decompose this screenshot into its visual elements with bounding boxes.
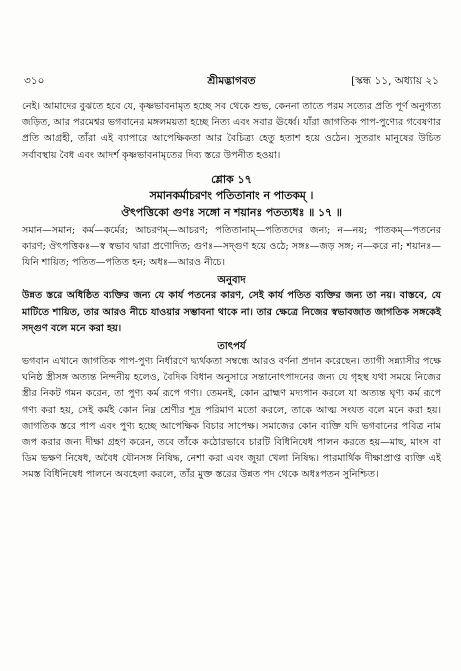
chapter-reference: [স্কন্ধ ১১, অধ্যায় ২১: [351, 75, 439, 87]
translation-heading: অনুবাদ: [217, 275, 246, 287]
intro-paragraph: নেই। আমাদের বুঝতে হবে যে, কৃষ্ণভাবনামৃত হচ্ছে সব থেকে শুভ, কেননা তাতে পরম সত্যের প্রতি পূর্ণ অনুগত্য জড়িত, আর পরমেশ্বর ভগবানের মঙ্গলময়তা হচ্ছে নিত্য এবং সবার ঊর্ধ্বে। যাঁরা জাগতিক পাপ-পুণ্যের গবেষণার প্রতি আগ্রহী, তাঁরা এই ব্যাপারে আপেক্ষিকতা আর বৈচিত্র্য হেতু হতাশ হয়ে ওঠেন। সুতরাং মানুষের উচিত সর্বাবস্থায় বৈধ এবং আদর্শ কৃষ্ণভাবনামৃতের দিব্য স্তরে উপনীত হওয়া।: [22, 101, 441, 161]
verse-line-1: সমানকর্মাচরণং পতিতানাং ন পাতকম্ ।: [149, 188, 314, 202]
verse-line-2: ঔৎপত্তিকো গুণঃ সঙ্গো ন শয়ানঃ পতত্যধঃ ॥ ১৭ ॥: [121, 205, 342, 219]
purport-heading: তাৎপর্য: [217, 341, 246, 353]
shloka-heading: শ্লোক ১৭: [211, 172, 252, 186]
page-body: [22, 99, 441, 484]
synonyms-paragraph: সমান—সমান; কর্ম—কর্মের; আচরণম্—আচরণ; পতিতানাম্—পতিতদের জন্য; ন—নয়; পাতকম্—পতনের কারণ; ঔৎপত্তিকঃ—স্ব স্বভাব দ্বারা প্রণোদিত; গুণঃ—সদ্গুণ হয়ে ওঠে; সঙ্গঃ—জড় সঙ্গ; ন—করে না; শয়ানঃ—যিনি শায়িত; পতিত—পতিত হন; অধঃ—আরও নীচে।: [22, 224, 441, 269]
purport-paragraph: ভগবান এখানে জাগতিক পাপ-পুণ্য নির্ধারণে দ্ব্যর্থকতা সম্বন্ধে আরও বর্ণনা প্রদান করেছেন। ত্যাগী সন্ন্যাসীর পক্ষে ঘনিষ্ঠ স্ত্রীসঙ্গ অত্যন্ত নিন্দনীয় হলেও, বৈদিক বিধান অনুসারে সন্তানোৎপাদনের জন্য যে গৃহস্থ যথা সময়ে নিজের স্ত্রীর নিকট গমন করেন, তা পুণ্য কর্ম রূপে গণ্য। তেমনই, কোন ব্রাহ্মণ মদ্যপান করলে যা অত্যন্ত ঘৃণ্য কর্ম রূপে গণ্য করা হয়, সেই কর্মই কোন নিম্ন শ্রেণীর শূদ্র পরিমাণ মতো করলে, তাকে আত্ম সংযত বলে মনে করা হয়। জাগতিক স্তরে পাপ এবং পুণ্য হচ্ছে আপেক্ষিক বিচার সাপেক্ষ। সমাজের কোন ব্যক্তি যদি ভগবানের পবিত্র নাম জপ করার জন্য দীক্ষা গ্রহণ করেন, তবে তাঁকে কঠোরভাবে চারটি বিধিনিষেধ পালন করতে হয়—মাছ, মাংস বা ডিম ভক্ষণ নিষেধ, অবৈধ যৌনসঙ্গ নিষিদ্ধ, নেশা করা এবং জুয়া খেলা নিষিদ্ধ। পারমার্থিক দীক্ষাপ্রাপ্ত ব্যক্তি এই সমস্ত বিধিনিষেধ পালনে অবহেলা করলে, তাঁর মুক্ত স্তরের উন্নত পদ থেকে অধঃপতন সুনিশ্চিত।: [22, 356, 441, 481]
book-title: শ্রীমদ্ভাগবত: [207, 75, 256, 87]
page-header: [24, 74, 439, 90]
page-number: ৩১০: [24, 75, 45, 87]
translation-paragraph: উন্নত স্তরে অধিষ্ঠিত ব্যক্তির জন্য যে কার্য পতনের কারণ, সেই কার্য পতিত ব্যক্তির জন্য তা নয়। বাস্তবে, যে মাটিতে শায়িত, তার আরও নীচে যাওয়ার সম্ভাবনা থাকে না। তার ক্ষেত্রে নিজের স্বভাবজাত জাগতিক সঙ্গকেই সদ্গুণ বলে মনে করা হয়।: [22, 290, 441, 334]
